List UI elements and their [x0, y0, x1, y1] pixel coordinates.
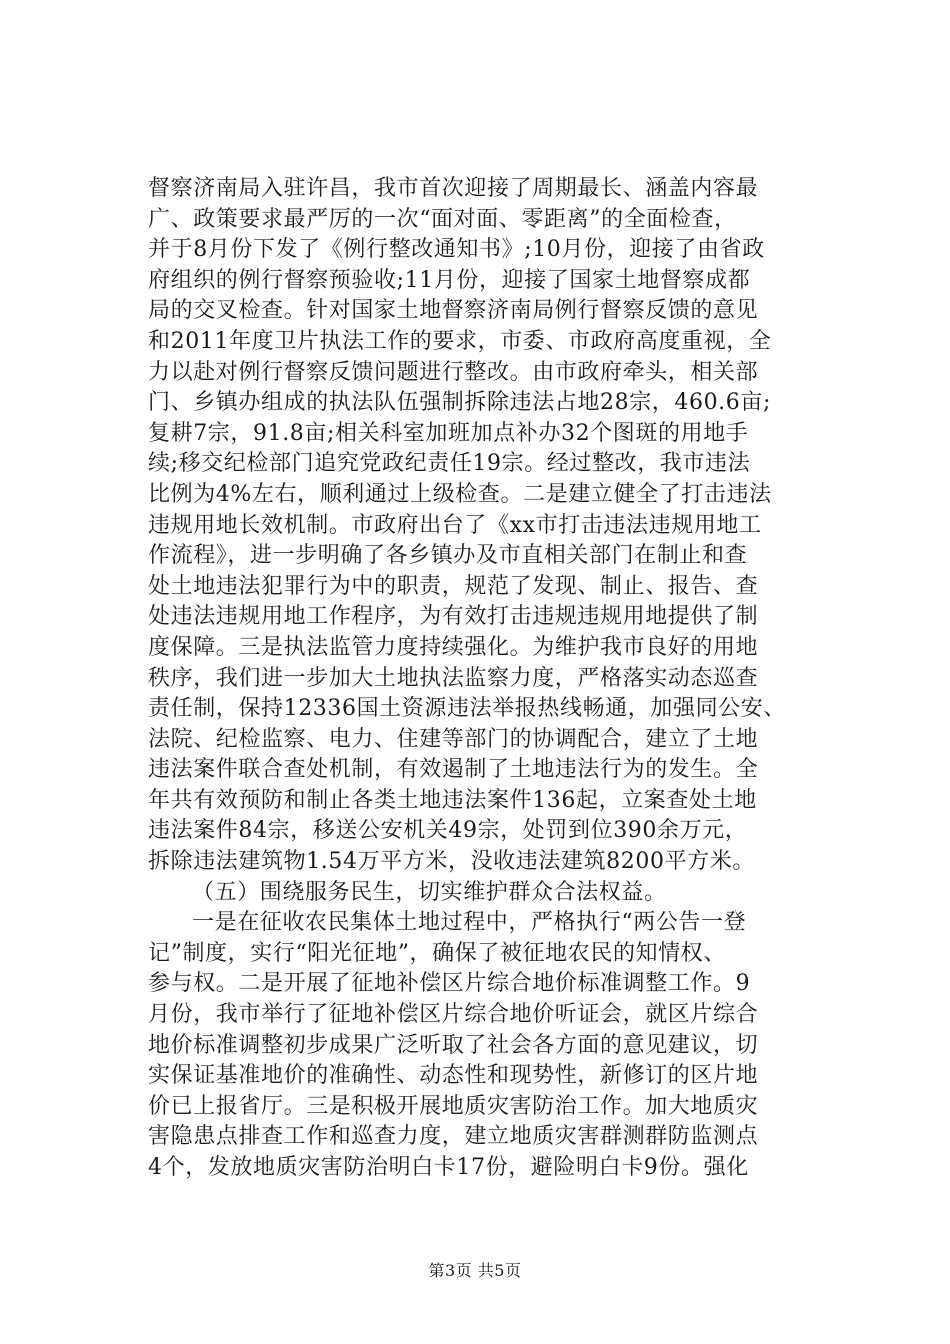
text-line: 记”制度，实行“阳光征地”，确保了被征地农民的知情权、	[148, 940, 726, 966]
document-body	[148, 174, 833, 1184]
text-line: 处违法违规用地工作程序，为有效打击违规违规用地提供了制	[148, 604, 759, 630]
text-line: 处土地违法犯罪行为中的职责，规范了发现、制止、报告、查	[148, 573, 759, 599]
text-line: 督察济南局入驻许昌，我市首次迎接了周期最长、涵盖内容最	[148, 176, 759, 201]
section-heading: （五）围绕服务民生，切实维护群众合法权益。	[192, 879, 667, 905]
text-line: 秩序，我们进一步加大土地执法监察力度，严格落实动态巡查	[148, 665, 759, 691]
text-line: 违法案件联合查处机制，有效遏制了土地违法行为的发生。全	[148, 757, 759, 783]
page-number-footer: 第3页 共5页	[428, 1261, 522, 1280]
text-line: 责任制，保持12336国土资源违法举报热线畅通，加强同公安、	[148, 696, 786, 722]
text-line: 比例为4%左右，顺利通过上级检查。二是建立健全了打击违法	[148, 481, 772, 507]
text-line: 力以赴对例行督察反馈问题进行整改。由市政府牵头，相关部	[148, 359, 759, 385]
text-line: 一是在征收农民集体土地过程中，严格执行“两公告一登	[192, 910, 747, 936]
text-line: 4个，发放地质灾害防治明白卡17份，避险明白卡9份。强化	[148, 1155, 749, 1180]
text-line: 和2011年度卫片执法工作的要求，市委、市政府高度重视，全	[148, 328, 772, 354]
text-line: 害隐患点排查工作和巡查力度，建立地质灾害群测群防监测点	[148, 1124, 759, 1150]
text-line: 实保证基准地价的准确性、动态性和现势性，新修订的区片地	[148, 1063, 759, 1089]
text-line: 违规用地长效机制。市政府出台了《xx市打击违法违规用地工	[148, 512, 762, 538]
text-line: 月份，我市举行了征地补偿区片综合地价听证会，就区片综合	[148, 1002, 759, 1028]
text-line: 局的交叉检查。针对国家土地督察济南局例行督察反馈的意见	[148, 298, 759, 324]
text-line: 续;移交纪检部门追究党政纪责任19宗。经过整改，我市违法	[148, 451, 751, 477]
text-line: 度保障。三是执法监管力度持续强化。为维护我市良好的用地	[148, 634, 759, 660]
text-line: 复耕7宗，91.8亩;相关科室加班加点补办32个图斑的用地手	[148, 420, 749, 446]
text-line: 并于8月份下发了《例行整改通知书》;10月份，迎接了由省政	[148, 237, 765, 263]
text-line: 违法案件84宗，移送公安机关49宗，处罚到位390余万元，	[148, 818, 748, 844]
text-line: 门、乡镇办组成的执法队伍强制拆除违法占地28宗，460.6亩;	[148, 390, 771, 416]
text-line: 拆除违法建筑物1.54万平方米，没收违法建筑8200平方米。	[148, 849, 755, 875]
text-line: 地价标准调整初步成果广泛听取了社会各方面的意见建议，切	[148, 1032, 759, 1058]
text-line: 参与权。二是开展了征地补偿区片综合地价标准调整工作。9	[148, 971, 751, 997]
text-line: 作流程》，进一步明确了各乡镇办及市直相关部门在制止和查	[148, 543, 748, 569]
text-line: 广、政策要求最严厉的一次“面对面、零距离”的全面检查，	[148, 206, 737, 232]
text-line: 年共有效预防和制止各类土地违法案件136起，立案查处土地	[148, 787, 757, 813]
text-line: 法院、纪检监察、电力、住建等部门的协调配合，建立了土地	[148, 726, 759, 752]
text-line: 府组织的例行督察预验收;11月份，迎接了国家土地督察成都	[148, 267, 751, 293]
text-line: 价已上报省厅。三是积极开展地质灾害防治工作。加大地质灾	[148, 1093, 759, 1119]
